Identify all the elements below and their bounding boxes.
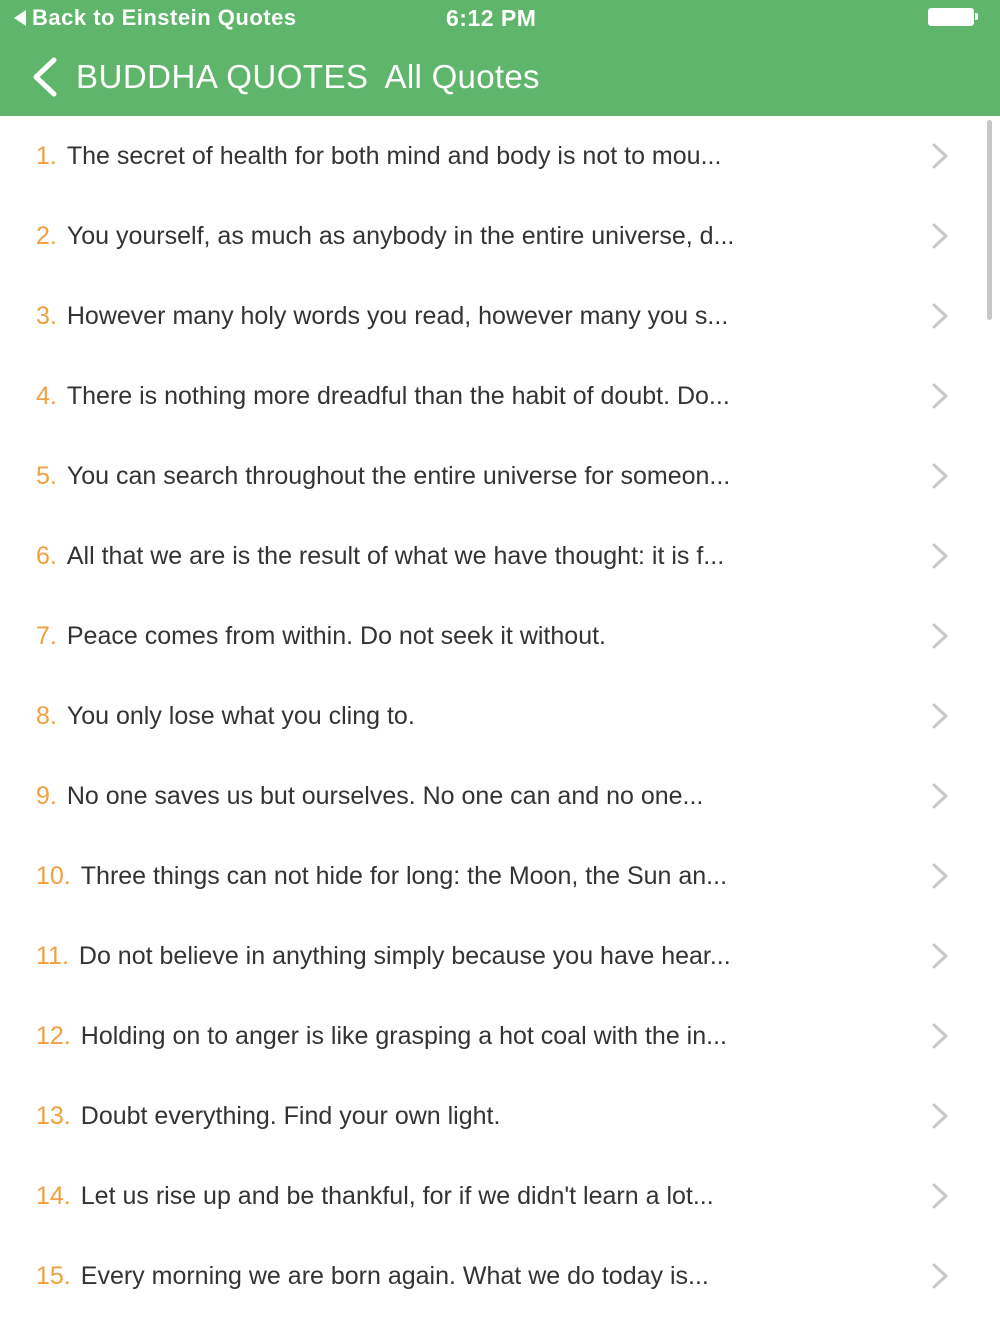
- quote-preview: The secret of health for both mind and body is not to mou...: [66, 141, 722, 170]
- back-to-app-link[interactable]: [14, 5, 297, 31]
- chevron-right-icon: [930, 462, 950, 490]
- quote-number: 1.: [36, 141, 57, 170]
- quote-preview: Every morning we are born again. What we do today is...: [80, 1261, 709, 1290]
- quote-preview: Three things can not hide for long: the Moon, the Sun an...: [80, 861, 728, 890]
- quote-text-container: [36, 916, 896, 996]
- scrollbar[interactable]: [987, 120, 992, 320]
- chevron-right-icon: [930, 1022, 950, 1050]
- list-item[interactable]: [0, 1156, 1000, 1236]
- quote-preview: All that we are is the result of what we have thought: it is f...: [66, 541, 725, 570]
- quote-preview: You only lose what you cling to.: [66, 701, 415, 730]
- quote-preview: No one saves us but ourselves. No one can and no one...: [66, 781, 704, 810]
- quote-text-container: [36, 516, 896, 596]
- quote-preview: Do not believe in anything simply because you have hear...: [78, 941, 731, 970]
- quote-number: 7.: [36, 621, 57, 650]
- chevron-right-icon: [930, 1182, 950, 1210]
- nav-title-sub: All Quotes: [384, 58, 540, 95]
- quote-text-container: [36, 836, 896, 916]
- quote-number: 11.: [36, 941, 69, 970]
- quote-number: 8.: [36, 701, 57, 730]
- chevron-right-icon: [930, 382, 950, 410]
- quote-text-container: [36, 1236, 896, 1316]
- list-item[interactable]: [0, 996, 1000, 1076]
- back-chevron-button[interactable]: [28, 54, 64, 100]
- list-item[interactable]: [0, 1076, 1000, 1156]
- quote-preview: However many holy words you read, however many you s...: [66, 301, 729, 330]
- quote-number: 4.: [36, 381, 57, 410]
- quote-number: 2.: [36, 221, 57, 250]
- quote-text-container: [36, 996, 896, 1076]
- quote-number: 10.: [36, 861, 71, 890]
- chevron-right-icon: [930, 942, 950, 970]
- list-item[interactable]: [0, 1236, 1000, 1316]
- status-time: 6:12 PM: [446, 5, 537, 31]
- quote-text-container: [36, 1076, 896, 1156]
- battery-icon: [928, 8, 978, 26]
- list-item[interactable]: [0, 916, 1000, 996]
- list-item[interactable]: [0, 276, 1000, 356]
- quote-preview: You can search throughout the entire universe for someon...: [66, 461, 731, 490]
- list-item[interactable]: [0, 596, 1000, 676]
- quote-number: 9.: [36, 781, 57, 810]
- nav-title-main: BUDDHA QUOTES: [76, 58, 369, 95]
- list-item[interactable]: [0, 516, 1000, 596]
- nav-title: [76, 54, 540, 100]
- quotes-list[interactable]: [0, 116, 1000, 1334]
- quote-preview: Peace comes from within. Do not seek it without.: [66, 621, 606, 650]
- quote-preview: There is nothing more dreadful than the habit of doubt. Do...: [66, 381, 730, 410]
- quote-text-container: [36, 676, 896, 756]
- quote-number: 6.: [36, 541, 57, 570]
- chevron-right-icon: [930, 1102, 950, 1130]
- quote-text-container: [36, 196, 896, 276]
- quote-preview: Let us rise up and be thankful, for if we didn't learn a lot...: [80, 1181, 714, 1210]
- chevron-right-icon: [930, 542, 950, 570]
- quote-preview: You yourself, as much as anybody in the entire universe, d...: [66, 221, 735, 250]
- chevron-right-icon: [930, 1262, 950, 1290]
- list-item[interactable]: [0, 836, 1000, 916]
- quote-number: 13.: [36, 1101, 71, 1130]
- status-bar: [0, 0, 1000, 38]
- quote-text-container: [36, 116, 896, 196]
- quote-text-container: [36, 276, 896, 356]
- quote-preview: Holding on to anger is like grasping a hot coal with the in...: [80, 1021, 727, 1050]
- quote-number: 5.: [36, 461, 57, 490]
- list-item[interactable]: [0, 196, 1000, 276]
- quote-number: 14.: [36, 1181, 71, 1210]
- chevron-right-icon: [930, 622, 950, 650]
- list-item[interactable]: [0, 676, 1000, 756]
- chevron-right-icon: [930, 862, 950, 890]
- quote-preview: Doubt everything. Find your own light.: [80, 1101, 501, 1130]
- navigation-bar: [0, 40, 1000, 116]
- list-item[interactable]: [0, 116, 1000, 196]
- chevron-right-icon: [930, 302, 950, 330]
- back-to-app-label: Back to Einstein Quotes: [32, 5, 297, 30]
- chevron-right-icon: [930, 222, 950, 250]
- chevron-right-icon: [930, 142, 950, 170]
- quote-number: 12.: [36, 1021, 71, 1050]
- chevron-left-icon: [28, 54, 64, 100]
- quote-text-container: [36, 596, 896, 676]
- chevron-right-icon: [930, 702, 950, 730]
- chevron-right-icon: [930, 782, 950, 810]
- quote-text-container: [36, 436, 896, 516]
- back-triangle-icon: [14, 10, 26, 26]
- header: [0, 0, 1000, 116]
- quote-number: 3.: [36, 301, 57, 330]
- list-item[interactable]: [0, 356, 1000, 436]
- quote-text-container: [36, 756, 896, 836]
- quote-text-container: [36, 356, 896, 436]
- list-item[interactable]: [0, 756, 1000, 836]
- quote-text-container: [36, 1156, 896, 1236]
- list-item[interactable]: [0, 436, 1000, 516]
- quote-number: 15.: [36, 1261, 71, 1290]
